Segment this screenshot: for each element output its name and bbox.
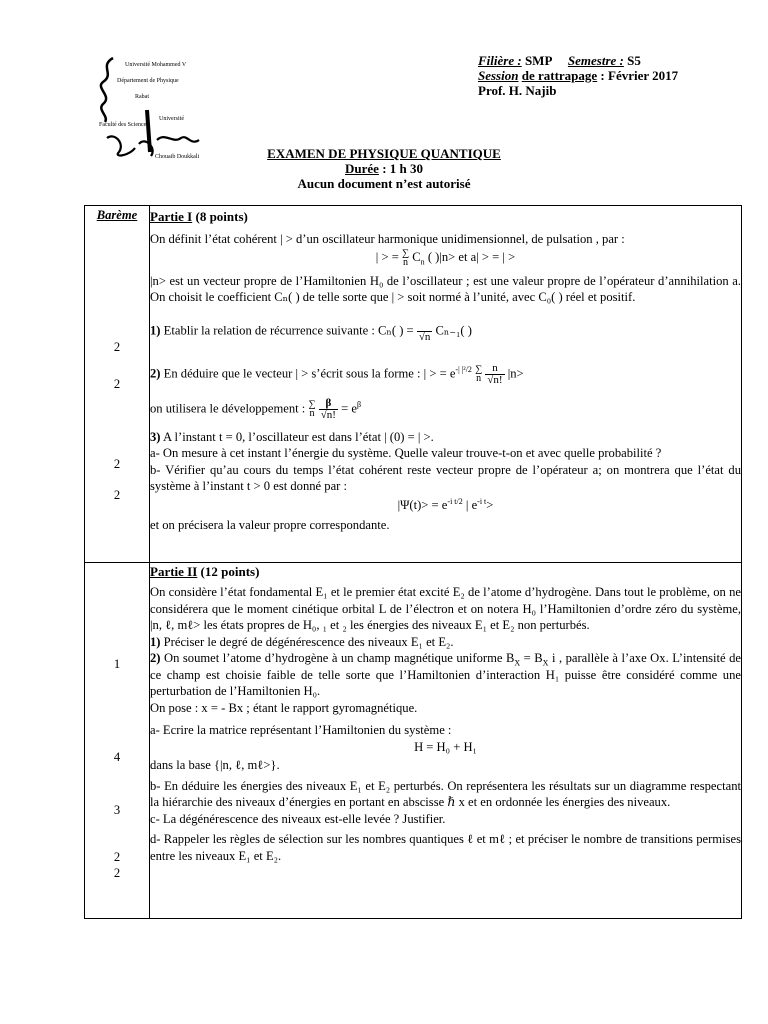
part2-qc: c- La dégénérescence des niveaux est-elle levée ? Justifier.: [150, 811, 446, 826]
part1-q3b: b- Vérifier qu’au cours du temps l’état cohérent reste vecteur propre de l’opérateur a; on montrera que l’état du système à l’instant t > 0 est donné par :: [150, 462, 741, 494]
exam-title: EXAMEN DE PHYSIQUE QUANTIQUE: [267, 146, 501, 161]
bareme-header: Barème: [96, 208, 138, 222]
semestre-label: Semestre :: [567, 53, 624, 68]
part1-points: (8 points): [195, 209, 248, 224]
p2-q1-text: Préciser le degré de dégénérescence des niveaux E₁ et E₂.: [163, 634, 454, 649]
p2-q2-part-b: = B: [523, 651, 543, 665]
part2-points: (12 points): [200, 564, 260, 579]
session-date: : Février 2017: [600, 68, 679, 83]
exam-title-block: [0, 146, 768, 191]
part1-q1-points: 2: [113, 340, 121, 354]
eq1-right: ( )|n> et a| > = | >: [427, 249, 516, 264]
professor-name: Prof. H. Najib: [478, 83, 557, 98]
logo-text-line-5: Université: [159, 116, 184, 122]
q3b-eq-end: >: [486, 497, 494, 512]
part2-qb: b- En déduire les énergies des niveaux E₁ et E₂ perturbés. On représentera les résultats sur un diagramme respectant la hiérarchie des niveaux d’énergies en portant en abscisse ℏ x et en ordonnée les énergies des niveaux.: [150, 778, 741, 809]
part1-intro1: On définit l’état cohérent | > d’un oscillateur harmonique unidimensionnel, de pulsation , par :: [150, 232, 625, 246]
sum-symbol-icon: ∑ n: [308, 399, 316, 420]
part1-q2-points: 2: [113, 377, 121, 391]
logo-text-line-1: Université Mohammed V: [125, 62, 187, 68]
q3b-eq-exp: -i t/2: [447, 496, 463, 506]
p2-q2-part-c: i , parallèle à l’axe Ox. L’intensité de ce champ est choisie faible de telle sorte que l’Hamiltonien d’interaction H₁ puisse être considéré comme une perturbation de l’Hamiltonien H₀.: [150, 651, 741, 698]
p2-q2-part-a: On soumet l’atome d’hydrogène à un champ magnétique uniforme B: [164, 651, 515, 665]
part2-qd-points: 2: [113, 866, 121, 880]
part2-title-text: Partie II: [150, 564, 198, 579]
filiere-label: Filière :: [478, 53, 522, 68]
q2-hint-text: on utilisera le développement :: [150, 401, 306, 415]
part1-q3b-points: 2: [113, 488, 121, 502]
duration-value: : 1 h 30: [382, 161, 423, 176]
part1-q2: 2) En déduire que le vecteur | > s’écrit sous la forme : | > = $e^{-| |^2/2}$ ∑ n $\frac{n}{√n!}$ |n>: [150, 361, 524, 386]
part2-qc-points: 2: [113, 850, 121, 864]
q2-text: En déduire que le vecteur | > s’écrit sous la forme : | > = e: [163, 366, 456, 380]
filiere-value: SMP: [524, 53, 552, 68]
part1-title: [150, 208, 741, 225]
part1-q3-end: et on précisera la valeur propre correspondante.: [150, 518, 390, 533]
part1-q1: 1) Etablir la relation de récurrence suivante : Cₙ( ) = √n Cₙ₋₁( ): [150, 320, 741, 343]
semestre-value: S5: [627, 53, 641, 68]
q2-hint-eq: = e: [341, 401, 357, 415]
q2-fraction: $\frac{n}{√n!}$: [487, 361, 503, 386]
q2-exponent: -| |²/2: [455, 364, 472, 374]
part2-qa-base: dans la base {|n, ℓ, mℓ>}.: [150, 758, 280, 772]
logo-text-line-3: Rabat: [135, 94, 149, 100]
q3b-eq-exp2: -i t: [477, 496, 487, 506]
logo-text-line-6: Chouaib Doukkali: [155, 154, 200, 160]
part2-q1: 1) Préciser le degré de dégénérescence des niveaux E₁ et E₂.: [150, 634, 454, 649]
q1-text: Etablir la relation de récurrence suivante :: [163, 323, 375, 337]
q3b-eq-left: |Ψ(t)> = e: [397, 497, 448, 512]
part2-intro: On considère l’état fondamental E₁ et le premier état excité E₂ de l’atome d’hydrogène. Dans tout le problème, on ne considérera que le moment cinétique orbital L de l’électron et on notera H₀ l’Hamiltonien d’ordre zéro du système, |n, ℓ, mℓ> les états propres de H₀, ₁ et ₂ les énergies des niveaux E₁ et E₂ non perturbés.: [150, 585, 741, 632]
filiere-line: [478, 53, 678, 68]
q1-eq-left: Cₙ( ) =: [378, 323, 414, 337]
exam-duration: [0, 161, 768, 176]
sum-symbol-icon: ∑ n: [475, 364, 483, 385]
part1-row: [85, 206, 742, 563]
part2-qb-points: 3: [113, 803, 121, 817]
part1-intro2: |n> est un vecteur propre de l’Hamiltonien H₀ de l’oscillateur ; est une valeur propre de l’opérateur d’annihilation a. On choisit le coefficient Cₙ( ) de telle sorte que | > soit normé à l’unité, avec C₀( ) réel et positif.: [150, 273, 741, 305]
part2-row: [85, 563, 742, 919]
exam-table: [84, 205, 742, 919]
exam-info-block: [478, 53, 678, 98]
part2-qa-eq: H = H₀ + H₁: [414, 739, 477, 754]
part1-q3a-points: 2: [113, 457, 121, 471]
q3-text: A l’instant t = 0, l’oscillateur est dans l’état | (0) = | >.: [162, 429, 434, 444]
q1-fraction: √n: [417, 320, 433, 343]
session-line: [478, 68, 678, 83]
session-label: Session: [478, 68, 519, 83]
part2-qd: d- Rappeler les règles de sélection sur les nombres quantiques ℓ et mℓ ; et préciser le nombre de transitions permises entre les niveaux E₁ et E₂.: [150, 832, 741, 863]
part1-q2-hint: on utilisera le développement : ∑ n $\frac{\beta}{√n!}$ = $e^\beta$: [150, 396, 362, 421]
part2-qa: a- Ecrire la matrice représentant l’Hamiltonien du système :: [150, 723, 452, 737]
part2-q1-points: 1: [113, 657, 121, 671]
part1-bareme-cell: [85, 206, 150, 563]
part2-q2: 2) On soumet l’atome d’hydrogène à un champ magnétique uniforme $B_X = B_X$ i , parallèle à l’axe Ox. L’intensité de ce champ est choisie faible de telle sorte que l’Hamiltonien d’interaction H₁ puisse être considéré comme une perturbation de l’Hamiltonien H₀.: [150, 651, 741, 698]
logo-text-line-2: Département de Physique: [117, 78, 179, 84]
session-type: de rattrapage: [521, 68, 598, 83]
logo-text-line-4: Faculté des Sciences: [99, 122, 149, 128]
part1-q3: 3) A l’instant t = 0, l’oscillateur est dans l’état | (0) = | >.: [150, 429, 434, 444]
sum-symbol-icon: ∑ n: [401, 247, 410, 268]
exam-notice: Aucun document n’est autorisé: [297, 176, 471, 191]
eq1-coef: C: [412, 249, 421, 264]
part1-title-text: Partie I: [150, 209, 193, 224]
q2-tail: |n>: [507, 366, 524, 380]
part2-bareme-cell: [85, 563, 150, 919]
part2-content-cell: [150, 563, 742, 919]
duration-label: Durée: [345, 161, 379, 176]
part1-q3b-eq: [150, 497, 741, 514]
q3b-eq-mid: | e: [465, 497, 478, 512]
part1-q3a: a- On mesure à cet instant l’énergie du système. Quelle valeur trouve-t-on et avec quelle probabilité ?: [150, 446, 662, 461]
part2-qa-points: 4: [113, 750, 121, 764]
part1-eq1: | > = ∑ n $C_n$ ( )|n> et a| > = | >: [375, 247, 516, 268]
q1-eq-right: Cₙ₋₁( ): [435, 323, 472, 337]
part1-content-cell: [150, 206, 742, 563]
eq1-left: | > =: [375, 249, 399, 264]
q2-hint-fraction: $\frac{\beta}{√n!}$: [320, 396, 336, 421]
part2-title: [150, 563, 741, 580]
part2-pose: On pose : x = - Bx ; étant le rapport gyromagnétique.: [150, 700, 418, 715]
